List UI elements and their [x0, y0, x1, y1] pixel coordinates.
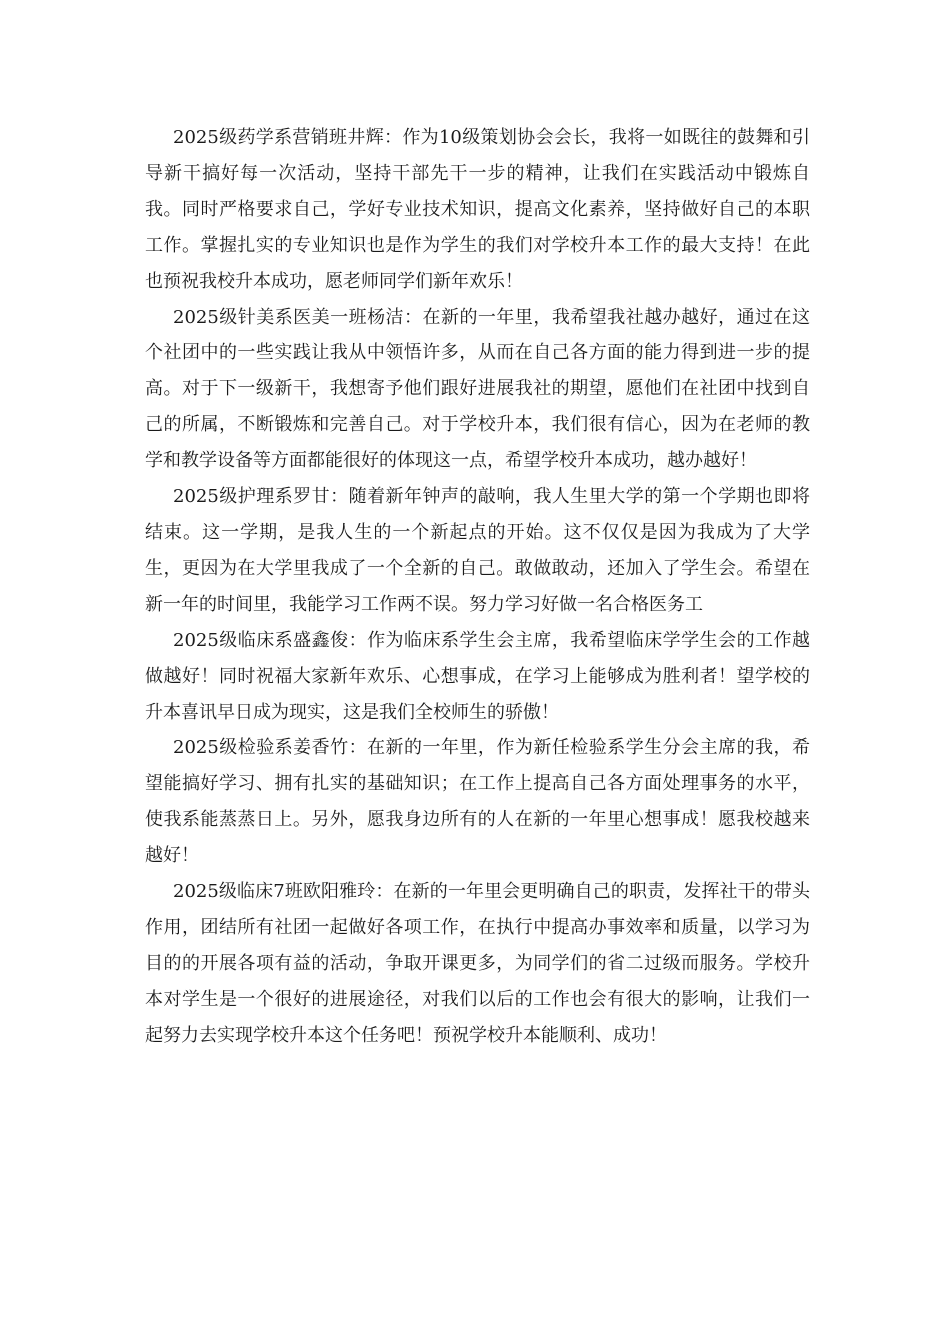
- paragraph-luo-gan: 2025级护理系罗甘：随着新年钟声的敲响，我人生里大学的第一个学期也即将结束。这一学期，是我人生的一个新起点的开始。这不仅仅是因为我成为了大学生，更因为在大学里我成了一个全新的自己。敢做敢动，还加入了学生会。希望在新一年的时间里，我能学习工作两不误。努力学习好做一名合格医务工: [145, 486, 810, 615]
- paragraph-sheng-xinjun: 2025级临床系盛鑫俊：作为临床系学生会主席，我希望临床学学生会的工作越做越好！同时祝福大家新年欢乐、心想事成，在学习上能够成为胜利者！望学校的升本喜讯早日成为现实，这是我们全校师生的骄傲！: [145, 629, 810, 723]
- paragraph-ouyang-yaling: 2025级临床7班欧阳雅玲：在新的一年里会更明确自己的职责，发挥社干的带头作用，团结所有社团一起做好各项工作，在执行中提高办事效率和质量，以学习为目的的开展各项有益的活动，争取开课更多，为同学们的省二过级而服务。学校升本对学生是一个很好的进展途径，对我们以后的工作也会有很大的影响，让我们一起努力去实现学校升本这个任务吧！预祝学校升本能顺利、成功！: [145, 881, 810, 1046]
- paragraph-jing-hui: 2025级药学系营销班井辉：作为10级策划协会会长，我将一如既往的鼓舞和引导新干搞好每一次活动，坚持干部先干一步的精神，让我们在实践活动中锻炼自我。同时严格要求自己，学好专业技术知识，提高文化素养，坚持做好自己的本职工作。掌握扎实的专业知识也是作为学生的我们对学校升本工作的最大支持！在此也预祝我校升本成功，愿老师同学们新年欢乐！: [145, 127, 810, 292]
- paragraph-jiang-xiangzhu: 2025级检验系姜香竹：在新的一年里，作为新任检验系学生分会主席的我，希望能搞好学习、拥有扎实的基础知识；在工作上提高自己各方面处理事务的水平，使我系能蒸蒸日上。另外，愿我身边所有的人在新的一年里心想事成！愿我校越来越好！: [145, 737, 810, 867]
- document-body: [145, 120, 810, 1054]
- paragraph-yang-jie: 2025级针美系医美一班杨洁：在新的一年里，我希望我社越办越好，通过在这个社团中的一些实践让我从中领悟许多，从而在自己各方面的能力得到进一步的提高。对于下一级新干，我想寄予他们跟好进展我社的期望，愿他们在社团中找到自己的所属，不断锻炼和完善自己。对于学校升本，我们很有信心，因为在老师的教学和教学设备等方面都能很好的体现这一点，希望学校升本成功，越办越好！: [145, 306, 810, 472]
